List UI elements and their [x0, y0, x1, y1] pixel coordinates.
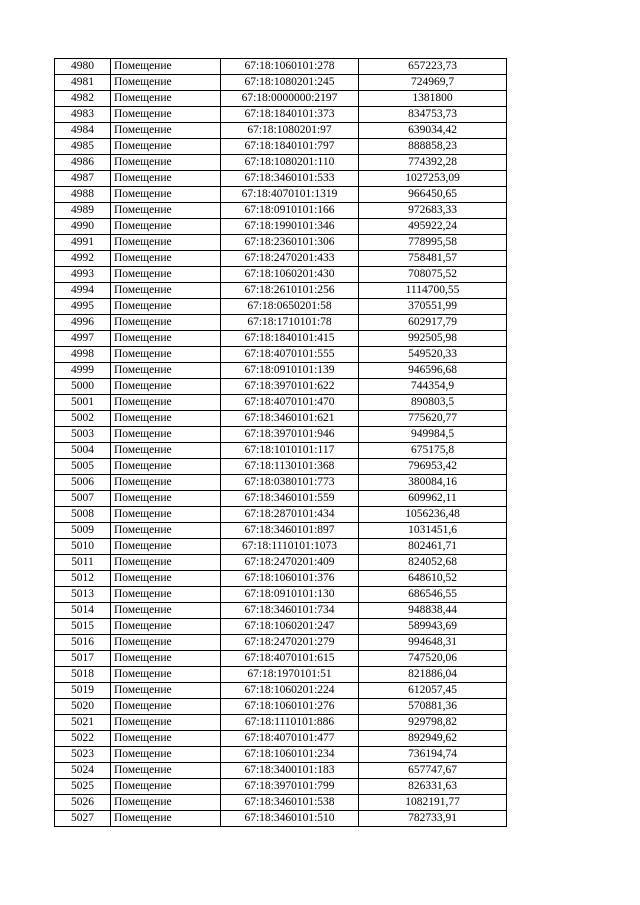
object-type-cell: Помещение: [111, 475, 221, 491]
row-number-cell: 4988: [55, 187, 111, 203]
cadastral-value-cell: 549520,33: [359, 347, 507, 363]
table-row: [55, 139, 507, 155]
cadastral-number-cell: 67:18:3970101:946: [221, 427, 359, 443]
table-row: [55, 283, 507, 299]
cadastral-value-cell: 675175,8: [359, 443, 507, 459]
object-type-cell: Помещение: [111, 315, 221, 331]
row-number-cell: 5008: [55, 507, 111, 523]
cadastral-number-cell: 67:18:0910101:166: [221, 203, 359, 219]
table-row: [55, 91, 507, 107]
object-type-cell: Помещение: [111, 187, 221, 203]
row-number-cell: 5022: [55, 731, 111, 747]
cadastral-number-cell: 67:18:3460101:734: [221, 603, 359, 619]
table-row: [55, 699, 507, 715]
cadastral-number-cell: 67:18:2870101:434: [221, 507, 359, 523]
cadastral-number-cell: 67:18:1080201:110: [221, 155, 359, 171]
table-row: [55, 315, 507, 331]
table-row: [55, 603, 507, 619]
cadastral-number-cell: 67:18:1840101:797: [221, 139, 359, 155]
object-type-cell: Помещение: [111, 91, 221, 107]
row-number-cell: 5007: [55, 491, 111, 507]
cadastral-value-cell: 782733,91: [359, 811, 507, 827]
cadastral-number-cell: 67:18:1080201:245: [221, 75, 359, 91]
table-row: [55, 459, 507, 475]
row-number-cell: 5001: [55, 395, 111, 411]
cadastral-value-cell: 708075,52: [359, 267, 507, 283]
cadastral-number-cell: 67:18:4070101:470: [221, 395, 359, 411]
row-number-cell: 5003: [55, 427, 111, 443]
cadastral-value-cell: 657223,73: [359, 59, 507, 75]
object-type-cell: Помещение: [111, 763, 221, 779]
cadastral-number-cell: 67:18:1060101:278: [221, 59, 359, 75]
cadastral-number-cell: 67:18:1840101:415: [221, 331, 359, 347]
table-row: [55, 443, 507, 459]
registry-table: [54, 58, 507, 827]
cadastral-number-cell: 67:18:1060201:224: [221, 683, 359, 699]
cadastral-value-cell: 796953,42: [359, 459, 507, 475]
table-row: [55, 219, 507, 235]
row-number-cell: 4985: [55, 139, 111, 155]
row-number-cell: 5013: [55, 587, 111, 603]
table-row: [55, 187, 507, 203]
cadastral-number-cell: 67:18:1080201:97: [221, 123, 359, 139]
object-type-cell: Помещение: [111, 459, 221, 475]
object-type-cell: Помещение: [111, 235, 221, 251]
object-type-cell: Помещение: [111, 603, 221, 619]
row-number-cell: 5020: [55, 699, 111, 715]
table-row: [55, 59, 507, 75]
object-type-cell: Помещение: [111, 139, 221, 155]
row-number-cell: 5018: [55, 667, 111, 683]
cadastral-value-cell: 992505,98: [359, 331, 507, 347]
table-row: [55, 251, 507, 267]
cadastral-value-cell: 495922,24: [359, 219, 507, 235]
cadastral-number-cell: 67:18:3460101:621: [221, 411, 359, 427]
table-row: [55, 507, 507, 523]
object-type-cell: Помещение: [111, 283, 221, 299]
table-row: [55, 779, 507, 795]
cadastral-number-cell: 67:18:1060101:234: [221, 747, 359, 763]
cadastral-value-cell: 602917,79: [359, 315, 507, 331]
table-row: [55, 427, 507, 443]
object-type-cell: Помещение: [111, 635, 221, 651]
object-type-cell: Помещение: [111, 347, 221, 363]
object-type-cell: Помещение: [111, 171, 221, 187]
cadastral-number-cell: 67:18:1060101:276: [221, 699, 359, 715]
cadastral-value-cell: 834753,73: [359, 107, 507, 123]
cadastral-value-cell: 744354,9: [359, 379, 507, 395]
cadastral-number-cell: 67:18:2470201:433: [221, 251, 359, 267]
table-row: [55, 539, 507, 555]
cadastral-number-cell: 67:18:3970101:799: [221, 779, 359, 795]
row-number-cell: 4986: [55, 155, 111, 171]
row-number-cell: 4980: [55, 59, 111, 75]
cadastral-value-cell: 609962,11: [359, 491, 507, 507]
cadastral-value-cell: 747520,06: [359, 651, 507, 667]
cadastral-value-cell: 570881,36: [359, 699, 507, 715]
table-row: [55, 267, 507, 283]
table-row: [55, 587, 507, 603]
table-row: [55, 523, 507, 539]
row-number-cell: 5024: [55, 763, 111, 779]
table-row: [55, 619, 507, 635]
table-row: [55, 107, 507, 123]
table-row: [55, 75, 507, 91]
table-row: [55, 731, 507, 747]
cadastral-value-cell: 929798,82: [359, 715, 507, 731]
table-row: [55, 331, 507, 347]
cadastral-number-cell: 67:18:4070101:1319: [221, 187, 359, 203]
cadastral-number-cell: 67:18:2360101:306: [221, 235, 359, 251]
object-type-cell: Помещение: [111, 571, 221, 587]
object-type-cell: Помещение: [111, 523, 221, 539]
cadastral-number-cell: 67:18:1060201:430: [221, 267, 359, 283]
row-number-cell: 5021: [55, 715, 111, 731]
cadastral-value-cell: 758481,57: [359, 251, 507, 267]
object-type-cell: Помещение: [111, 443, 221, 459]
table-row: [55, 763, 507, 779]
cadastral-value-cell: 648610,52: [359, 571, 507, 587]
object-type-cell: Помещение: [111, 811, 221, 827]
object-type-cell: Помещение: [111, 651, 221, 667]
cadastral-number-cell: 67:18:1970101:51: [221, 667, 359, 683]
row-number-cell: 5023: [55, 747, 111, 763]
cadastral-number-cell: 67:18:3460101:559: [221, 491, 359, 507]
row-number-cell: 5004: [55, 443, 111, 459]
row-number-cell: 4991: [55, 235, 111, 251]
row-number-cell: 5017: [55, 651, 111, 667]
object-type-cell: Помещение: [111, 731, 221, 747]
cadastral-number-cell: 67:18:1060201:247: [221, 619, 359, 635]
row-number-cell: 4990: [55, 219, 111, 235]
row-number-cell: 5005: [55, 459, 111, 475]
object-type-cell: Помещение: [111, 395, 221, 411]
row-number-cell: 5010: [55, 539, 111, 555]
object-type-cell: Помещение: [111, 251, 221, 267]
cadastral-number-cell: 67:18:3970101:622: [221, 379, 359, 395]
row-number-cell: 5016: [55, 635, 111, 651]
cadastral-number-cell: 67:18:3460101:510: [221, 811, 359, 827]
cadastral-value-cell: 657747,67: [359, 763, 507, 779]
table-row: [55, 635, 507, 651]
table-row: [55, 347, 507, 363]
row-number-cell: 5000: [55, 379, 111, 395]
object-type-cell: Помещение: [111, 331, 221, 347]
cadastral-value-cell: 612057,45: [359, 683, 507, 699]
cadastral-value-cell: 972683,33: [359, 203, 507, 219]
cadastral-value-cell: 949984,5: [359, 427, 507, 443]
row-number-cell: 5026: [55, 795, 111, 811]
table-row: [55, 571, 507, 587]
cadastral-value-cell: 1056236,48: [359, 507, 507, 523]
cadastral-number-cell: 67:18:2470201:279: [221, 635, 359, 651]
cadastral-value-cell: 1381800: [359, 91, 507, 107]
row-number-cell: 5002: [55, 411, 111, 427]
row-number-cell: 5009: [55, 523, 111, 539]
row-number-cell: 4996: [55, 315, 111, 331]
cadastral-number-cell: 67:18:2470201:409: [221, 555, 359, 571]
cadastral-value-cell: 589943,69: [359, 619, 507, 635]
cadastral-value-cell: 994648,31: [359, 635, 507, 651]
cadastral-number-cell: 67:18:1710101:78: [221, 315, 359, 331]
cadastral-number-cell: 67:18:1060101:376: [221, 571, 359, 587]
cadastral-number-cell: 67:18:3460101:533: [221, 171, 359, 187]
cadastral-value-cell: 380084,16: [359, 475, 507, 491]
table-row: [55, 235, 507, 251]
object-type-cell: Помещение: [111, 555, 221, 571]
cadastral-value-cell: 724969,7: [359, 75, 507, 91]
cadastral-number-cell: 67:18:4070101:555: [221, 347, 359, 363]
cadastral-value-cell: 888858,23: [359, 139, 507, 155]
row-number-cell: 4981: [55, 75, 111, 91]
table-row: [55, 555, 507, 571]
row-number-cell: 5011: [55, 555, 111, 571]
cadastral-value-cell: 1027253,09: [359, 171, 507, 187]
object-type-cell: Помещение: [111, 155, 221, 171]
table-row: [55, 475, 507, 491]
row-number-cell: 4998: [55, 347, 111, 363]
cadastral-value-cell: 639034,42: [359, 123, 507, 139]
row-number-cell: 4983: [55, 107, 111, 123]
object-type-cell: Помещение: [111, 123, 221, 139]
table-row: [55, 491, 507, 507]
object-type-cell: Помещение: [111, 539, 221, 555]
cadastral-value-cell: 1114700,55: [359, 283, 507, 299]
cadastral-number-cell: 67:18:1010101:117: [221, 443, 359, 459]
object-type-cell: Помещение: [111, 587, 221, 603]
table-row: [55, 123, 507, 139]
object-type-cell: Помещение: [111, 795, 221, 811]
table-row: [55, 379, 507, 395]
cadastral-number-cell: 67:18:1110101:1073: [221, 539, 359, 555]
cadastral-value-cell: 686546,55: [359, 587, 507, 603]
row-number-cell: 4989: [55, 203, 111, 219]
row-number-cell: 4993: [55, 267, 111, 283]
row-number-cell: 5019: [55, 683, 111, 699]
cadastral-value-cell: 775620,77: [359, 411, 507, 427]
table-row: [55, 203, 507, 219]
cadastral-value-cell: 736194,74: [359, 747, 507, 763]
cadastral-number-cell: 67:18:3460101:538: [221, 795, 359, 811]
cadastral-number-cell: 67:18:4070101:477: [221, 731, 359, 747]
row-number-cell: 4999: [55, 363, 111, 379]
table-row: [55, 683, 507, 699]
object-type-cell: Помещение: [111, 59, 221, 75]
cadastral-number-cell: 67:18:0380101:773: [221, 475, 359, 491]
object-type-cell: Помещение: [111, 267, 221, 283]
object-type-cell: Помещение: [111, 507, 221, 523]
object-type-cell: Помещение: [111, 667, 221, 683]
object-type-cell: Помещение: [111, 203, 221, 219]
object-type-cell: Помещение: [111, 75, 221, 91]
cadastral-value-cell: 778995,58: [359, 235, 507, 251]
cadastral-number-cell: 67:18:1130101:368: [221, 459, 359, 475]
table-row: [55, 299, 507, 315]
table-row: [55, 651, 507, 667]
object-type-cell: Помещение: [111, 363, 221, 379]
object-type-cell: Помещение: [111, 715, 221, 731]
object-type-cell: Помещение: [111, 619, 221, 635]
row-number-cell: 5015: [55, 619, 111, 635]
cadastral-value-cell: 966450,65: [359, 187, 507, 203]
table-row: [55, 155, 507, 171]
cadastral-value-cell: 890803,5: [359, 395, 507, 411]
row-number-cell: 5012: [55, 571, 111, 587]
object-type-cell: Помещение: [111, 107, 221, 123]
cadastral-number-cell: 67:18:1990101:346: [221, 219, 359, 235]
table-row: [55, 715, 507, 731]
row-number-cell: 5006: [55, 475, 111, 491]
cadastral-value-cell: 946596,68: [359, 363, 507, 379]
object-type-cell: Помещение: [111, 747, 221, 763]
object-type-cell: Помещение: [111, 491, 221, 507]
object-type-cell: Помещение: [111, 427, 221, 443]
cadastral-value-cell: 821886,04: [359, 667, 507, 683]
object-type-cell: Помещение: [111, 699, 221, 715]
cadastral-value-cell: 802461,71: [359, 539, 507, 555]
cadastral-number-cell: 67:18:0910101:130: [221, 587, 359, 603]
row-number-cell: 4994: [55, 283, 111, 299]
row-number-cell: 4982: [55, 91, 111, 107]
cadastral-number-cell: 67:18:0650201:58: [221, 299, 359, 315]
table-row: [55, 171, 507, 187]
row-number-cell: 4995: [55, 299, 111, 315]
row-number-cell: 4987: [55, 171, 111, 187]
cadastral-number-cell: 67:18:1840101:373: [221, 107, 359, 123]
row-number-cell: 5027: [55, 811, 111, 827]
row-number-cell: 4992: [55, 251, 111, 267]
object-type-cell: Помещение: [111, 779, 221, 795]
object-type-cell: Помещение: [111, 411, 221, 427]
cadastral-number-cell: 67:18:3400101:183: [221, 763, 359, 779]
cadastral-value-cell: 948838,44: [359, 603, 507, 619]
object-type-cell: Помещение: [111, 683, 221, 699]
cadastral-value-cell: 1082191,77: [359, 795, 507, 811]
cadastral-value-cell: 1031451,6: [359, 523, 507, 539]
cadastral-number-cell: 67:18:4070101:615: [221, 651, 359, 667]
row-number-cell: 4997: [55, 331, 111, 347]
table-row: [55, 411, 507, 427]
table-row: [55, 667, 507, 683]
object-type-cell: Помещение: [111, 379, 221, 395]
table-row: [55, 747, 507, 763]
cadastral-value-cell: 774392,28: [359, 155, 507, 171]
table-row: [55, 363, 507, 379]
row-number-cell: 5025: [55, 779, 111, 795]
table-row: [55, 795, 507, 811]
table-row: [55, 811, 507, 827]
cadastral-number-cell: 67:18:0000000:2197: [221, 91, 359, 107]
row-number-cell: 4984: [55, 123, 111, 139]
row-number-cell: 5014: [55, 603, 111, 619]
cadastral-value-cell: 892949,62: [359, 731, 507, 747]
cadastral-number-cell: 67:18:2610101:256: [221, 283, 359, 299]
cadastral-number-cell: 67:18:0910101:139: [221, 363, 359, 379]
cadastral-value-cell: 370551,99: [359, 299, 507, 315]
cadastral-value-cell: 824052,68: [359, 555, 507, 571]
cadastral-value-cell: 826331,63: [359, 779, 507, 795]
registry-table-body: [55, 59, 507, 827]
cadastral-number-cell: 67:18:3460101:897: [221, 523, 359, 539]
object-type-cell: Помещение: [111, 219, 221, 235]
cadastral-number-cell: 67:18:1110101:886: [221, 715, 359, 731]
object-type-cell: Помещение: [111, 299, 221, 315]
table-row: [55, 395, 507, 411]
